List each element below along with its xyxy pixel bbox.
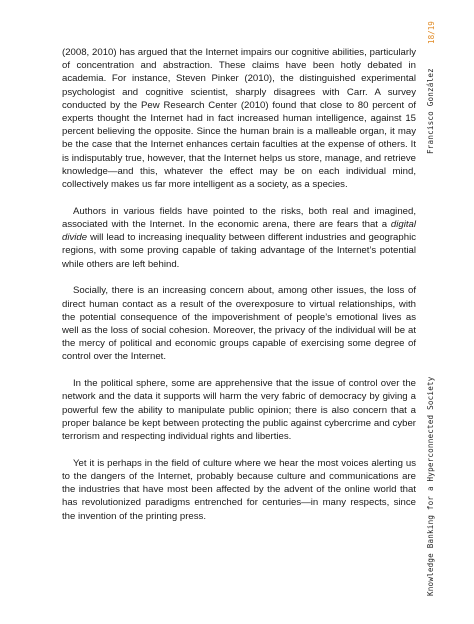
paragraph-2-start: Authors in various fields have pointed to the risks, both real and imagined, associated with the Internet. In the economic arena, there are fears that a: [62, 205, 416, 231]
page-number: 18/19: [427, 21, 436, 44]
paragraph-4: In the political sphere, some are apprehensive that the issue of control over the network and the data it supports will harm the very fabric of democracy by giving a powerful few the ability to manipulate public opinion; there is also concern that a proper balance be kept between protecting the public against cybercrime and cyber terrorism and respecting individual rights and liberties.: [62, 378, 416, 443]
paragraph-1: (2008, 2010) has argued that the Internet impairs our cognitive abilities, particularly of concentration and abstraction. These claims have been hotly debated in academia. For instance, Steven Pinker (2010), the distinguished experimental psychologist and cognitive scientist, sharply disagrees with Carr. A survey conducted by the Pew Research Center (2010) found that close to 80 percent of experts thought the Internet had in fact increased human intelligence, against 15 percent believing the opposite. Since the human brain is a malleable organ, it may be the case that the Internet enhances certain faculties at the expense of others. It is indisputably true, however, that the Internet helps us store, manage, and retrieve knowledge—and this, whatever the effect may be on each individual mind, collectively makes us far more intelligent as a society, as a species.: [62, 47, 416, 191]
running-author: Francisco González: [426, 68, 435, 154]
running-book-title: Knowledge Banking for a Hyperconnected Society: [426, 376, 435, 596]
body-text: [62, 46, 416, 536]
paragraph-5: Yet it is perhaps in the field of culture where we hear the most voices alerting us to the dangers of the Internet, probably because culture and communications are the industries that have most been affected by the advent of the online world that has revolutionized paradigms entrenched for centuries—in many respects, since the invention of the printing press.: [62, 457, 416, 522]
paragraph-3: Socially, there is an increasing concern about, among other issues, the loss of direct human contact as a result of the overexposure to virtual relationships, with the potential consequence of the impoverishment of people’s emotional lives as well as the loss of social cohesion. Moreover, the privacy of the individual will be at the mercy of political and economic groups capable of exercising some degree of control over the Internet.: [62, 285, 416, 363]
paragraph-2-emphasis: digital divide: [62, 219, 416, 244]
paragraph-2: [62, 205, 416, 271]
paragraph-2-end: will lead to increasing inequality between different industries and geographic regions, with some proving capable of taking advantage of the Internet’s potential while others are left behind.: [62, 232, 416, 270]
